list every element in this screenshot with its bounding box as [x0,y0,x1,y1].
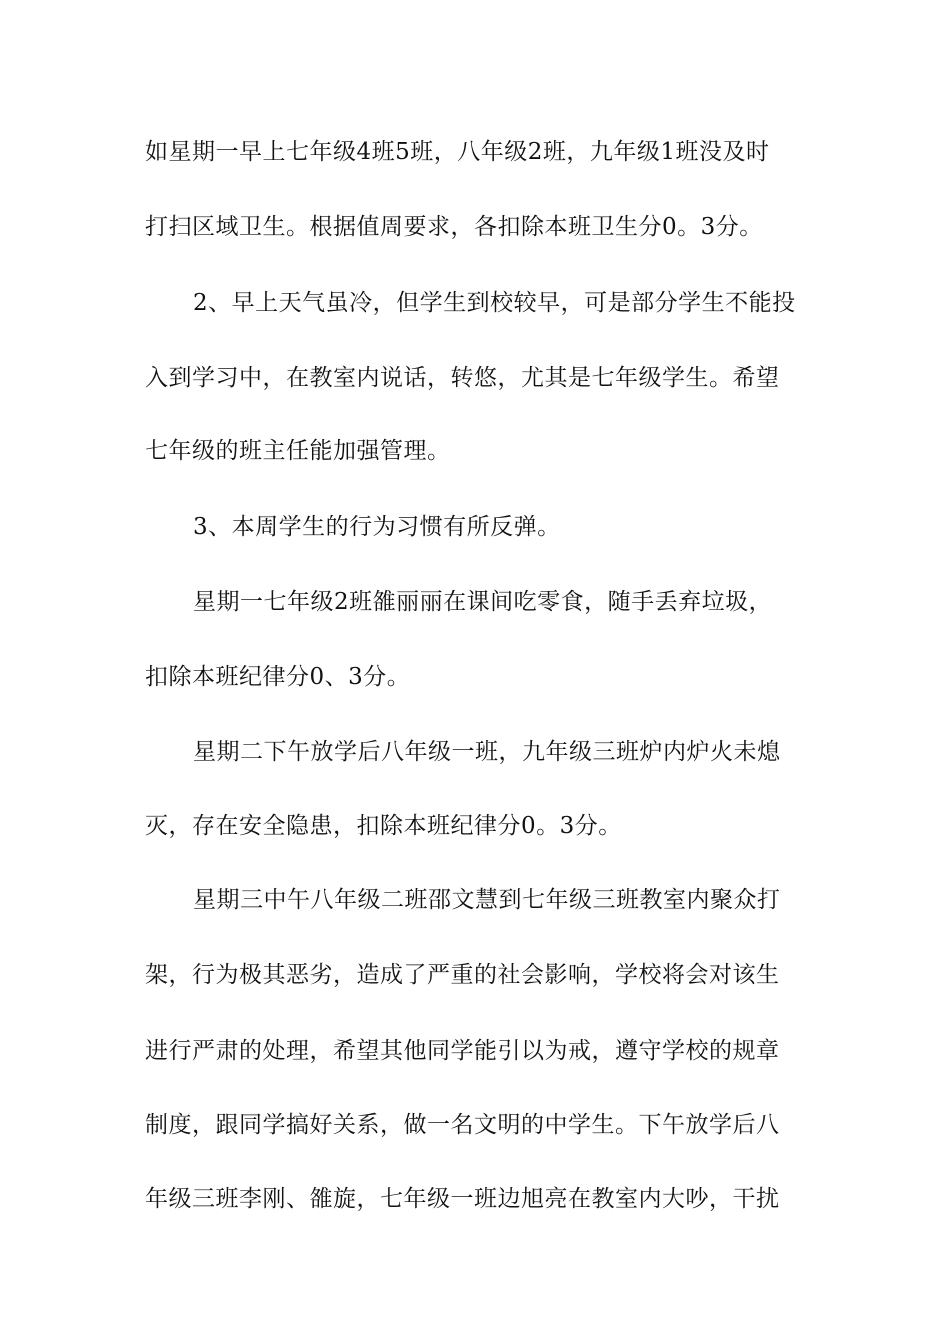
text-line: 打扫区域卫生。根据值周要求，各扣除本班卫生分0。3分。 [145,214,763,240]
text-line: 灭，存在安全隐患，扣除本班纪律分0。3分。 [145,813,622,839]
paragraph-start-line: 星期一七年级2班雒丽丽在课间吃零食，随手丢弃垃圾， [193,589,773,615]
text-line: 制度，跟同学搞好关系，做一名文明的中学生。下午放学后八 [145,1112,780,1138]
text-line: 架，行为极其恶劣，造成了严重的社会影响，学校将会对该生 [145,962,780,988]
text-line: 扣除本班纪律分0、3分。 [145,664,411,690]
text-line: 进行严肃的处理，希望其他同学能引以为戒，遵守学校的规章 [145,1038,780,1064]
text-line: 入到学习中，在教室内说话，转悠，尤其是七年级学生。希望 [145,365,780,391]
text-line: 七年级的班主任能加强管理。 [145,438,451,464]
text-line: 年级三班李刚、雒旋，七年级一班边旭亮在教室内大吵，干扰 [145,1186,780,1212]
paragraph-start-line: 星期二下午放学后八年级一班，九年级三班炉内炉火未熄 [193,739,781,765]
paragraph-start-line: 2、早上天气虽冷，但学生到校较早，可是部分学生不能投 [193,290,796,316]
text-line: 如星期一早上七年级4班5班，八年级2班，九年级1班没及时 [145,139,770,165]
paragraph-start-line: 星期三中午八年级二班邵文慧到七年级三班教室内聚众打 [193,887,781,913]
paragraph-start-line: 3、本周学生的行为习惯有所反弹。 [193,514,561,540]
